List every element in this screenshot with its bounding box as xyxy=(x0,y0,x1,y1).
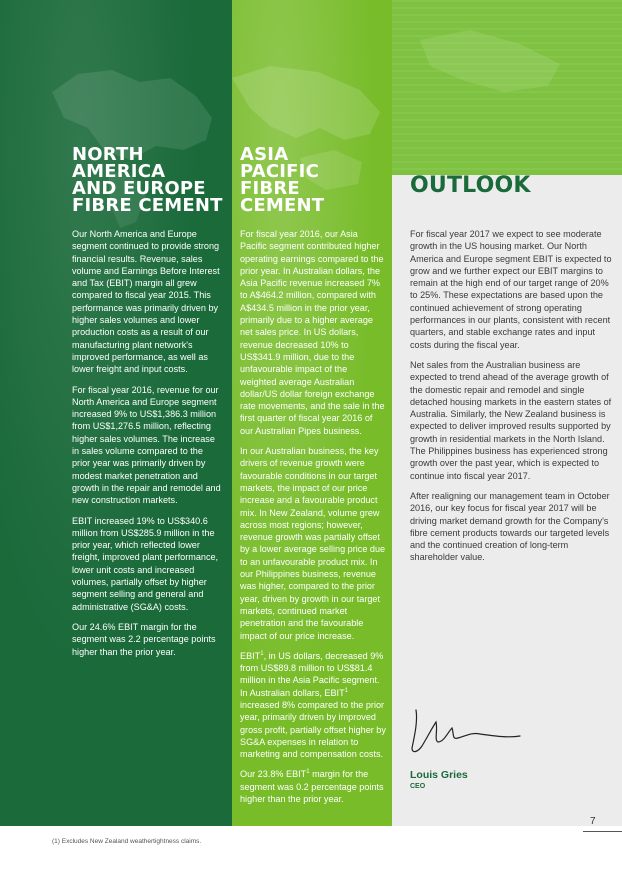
paragraph: After realigning our management team in October 2016, our key focus for fiscal year 2017 will be driving market demand growth for the Company's fibre cement products towards our targeted levels and the continued creation of long-term shareholder value. xyxy=(410,490,610,563)
text: Our 23.8% EBIT xyxy=(240,769,307,780)
asia-pacific-heading xyxy=(240,146,390,214)
signatory-name: Louis Gries xyxy=(410,769,468,781)
asia-pacific-text xyxy=(240,228,386,813)
paragraph: EBIT increased 19% to US$340.6 million from US$285.9 million in the prior year, which reflected lower freight, improved plant performance, lower unit costs and increased volumes, partially offset by higher segment selling and general and administrative (SG&A) costs. xyxy=(72,515,219,612)
ebit-paragraph xyxy=(240,650,386,761)
page-number-rule xyxy=(583,831,622,832)
footnote-ref: 1 xyxy=(306,769,310,776)
heading-line: FIBRE CEMENT xyxy=(240,178,325,216)
text: EBIT xyxy=(240,650,261,661)
paragraph: Our 24.6% EBIT margin for the segment was 2.2 percentage points higher than the prior year. xyxy=(72,621,216,657)
footnote: (1) Excludes New Zealand weathertightness claims. xyxy=(52,838,202,845)
north-america-heading xyxy=(72,146,232,214)
paragraph: In our Australian business, the key drivers of revenue growth were favourable conditions in our target markets, the impact of our price increase and a favourable product mix. In New Zealand, volume grew across most regions; however, revenue growth was partially offset by a lower average selling price due to an unfavourable product mix. In our Philippines business, revenue was higher, compared to the prior year, driven by growth in our target markets, continued market penetration and the favourable impact of our price increase. xyxy=(240,446,386,641)
page-number: 7 xyxy=(590,816,596,827)
text: increased 8% compared to the prior year, primarily driven by improved gross profit, partially offset higher by SG&A expenses in relation to marketing and compensation costs. xyxy=(240,699,386,760)
outlook-text xyxy=(410,228,613,572)
heading-line: AND EUROPE xyxy=(72,178,206,199)
margin-paragraph xyxy=(240,768,386,805)
north-america-text xyxy=(72,228,222,666)
text: margin for the segment was 0.2 percentage points higher than the prior year. xyxy=(240,769,384,805)
paragraph: For fiscal year 2017 we expect to see moderate growth in the US housing market. Our North America and Europe segment EBIT is expected to grow and we further expect our EBIT margins to remain at the high end of our target range of 20% to 25%. These expectations are based upon the continued achievement of strong operating performances in our plants, consistent with recent quarters, and stable exchange rates and input costs during the fiscal year. xyxy=(410,229,612,350)
outlook-heading: OUTLOOK xyxy=(410,173,531,198)
heading-line: FIBRE CEMENT xyxy=(72,195,223,216)
signatory-title: CEO xyxy=(410,783,426,790)
footnote-ref: 1 xyxy=(344,687,348,694)
paragraph: Net sales from the Australian business are expected to trend ahead of the average growth of the domestic repair and remodel and single detached housing markets in the eastern states of Australia. Similarly, the New Zealand business is expected to deliver improved results supported by growth in residential markets in the North Island. The Philippines business has experienced strong growth over the past year, which is expected to continue into fiscal year 2017. xyxy=(410,359,612,481)
paragraph: Our North America and Europe segment continued to provide strong financial results. Revenue, sales volume and Earnings Before Interest and Tax (EBIT) margin all grew compared to fiscal year 2015. This performance was primarily driven by higher sales volumes and lower production costs as a result of our manufacturing plant network's improved performance, as well as lower freight and input costs. xyxy=(72,229,220,375)
heading-line: ASIA xyxy=(240,144,289,165)
heading-line: NORTH AMERICA xyxy=(72,144,166,182)
footnote-ref: 1 xyxy=(260,650,264,657)
heading-line: PACIFIC xyxy=(240,161,319,182)
paragraph: For fiscal year 2016, our Asia Pacific segment contributed higher operating earnings compared to the prior year. In Australian dollars, the Asia Pacific revenue increased 7% to A$464.2 million, compared with A$434.5 million in the prior year, primarily due to a higher average net sales price. In US dollars, revenue decreased 10% to US$341.9 million, due to the unfavourable impact of the weighted average Australian dollar/US dollar foreign exchange rate movements, and the sale in the first quarter of fiscal year 2016 of our Australian Pipes business. xyxy=(240,229,385,436)
text: , in US dollars, decreased 9% from US$89.8 million to US$81.4 million in the Asia Pacific segment. In Australian dollars, EBIT xyxy=(240,650,384,698)
paragraph: For fiscal year 2016, revenue for our North America and Europe segment increased 9% to US$1,386.3 million from US$1,276.5 million, reflecting higher sales volumes. The increase in sales volume compared to the prior year was primarily driven by modest market penetration and growth in the repair and remodel and new construction markets. xyxy=(72,384,221,506)
signature-graphic xyxy=(408,700,528,760)
